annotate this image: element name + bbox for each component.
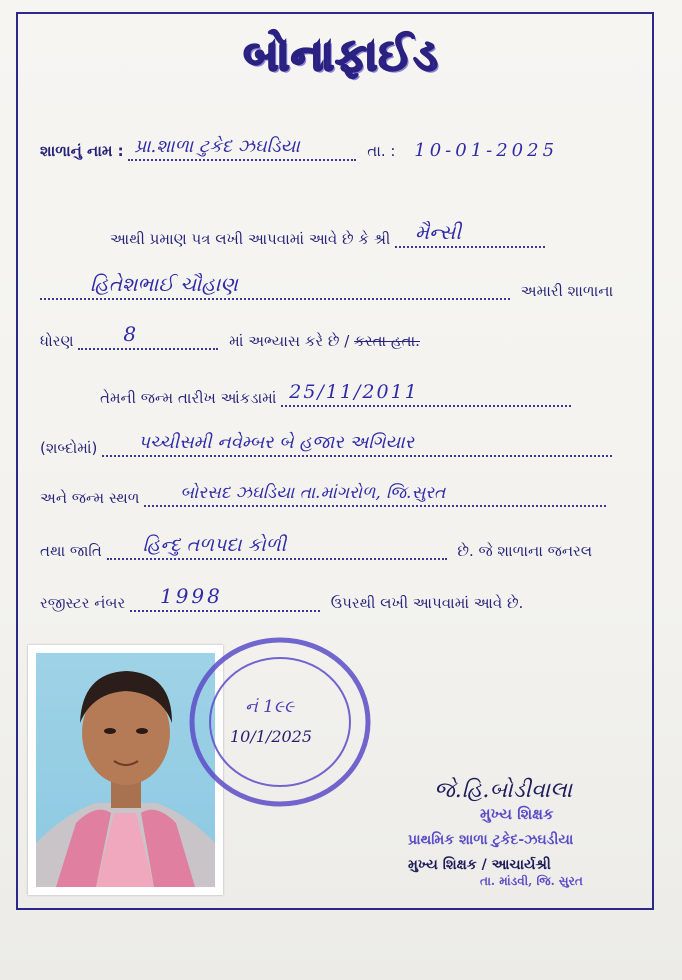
birthplace-line [144, 483, 606, 507]
school-name-line [128, 136, 356, 161]
standard-struck-text: કરતા હતા. [354, 332, 420, 350]
school-row [40, 136, 646, 161]
school-stamp [180, 630, 380, 820]
birthplace-label: અને જન્મ સ્થળ [40, 489, 140, 507]
dob-row [100, 381, 646, 407]
birthplace-row [40, 483, 646, 507]
caste-suffix: છે. જે શાળાના જનરલ [457, 542, 593, 560]
dob-words-value: પચ્ચીસમી નવેમ્બર બે હજાર અગિયાર [138, 432, 414, 453]
standard-line [78, 322, 218, 350]
birthplace-value: બોરસદ ઝઘડિયા તા.માંગરોળ, જિ.સુરત [180, 483, 446, 503]
designation-line: મુખ્ય શિક્ષક / આચાર્યશ્રી [408, 857, 551, 873]
register-suffix: ઉપરથી લખી આપવામાં આવે છે. [330, 594, 524, 612]
register-label: રજીસ્ટર નંબર [40, 594, 126, 612]
register-line [130, 584, 320, 612]
caste-row [40, 534, 646, 560]
standard-suffix: માં અભ્યાસ કરે છે / [229, 332, 350, 350]
standard-row [40, 322, 646, 350]
standard-value: 8 [123, 322, 137, 346]
dob-value: 25/11/2011 [289, 381, 419, 403]
certificate-title: બોનાફાઈડ [243, 30, 439, 81]
caste-line [107, 534, 447, 560]
student-first-line [395, 220, 545, 248]
intro-text: આથી પ્રમાણ પત્ર લખી આપવામાં આવે છે કે શ્રી [110, 230, 391, 248]
principal-signature: જે.હિ.બોડીવાલા [434, 778, 573, 803]
intro-row [110, 220, 646, 248]
school-suffix: અમારી શાળાના [520, 282, 614, 300]
caste-label: તથા જાતિ [40, 542, 102, 560]
taluka-line: તા. માંડવી, જિ. સુરત [480, 874, 583, 888]
register-row [40, 584, 646, 612]
school-name-value: પ્રા.શાળા ટુકેદ ઝઘડિયા [134, 136, 300, 157]
student-first-name: મૈન્સી [415, 220, 462, 244]
school-label: શાળાનું નામ : [40, 142, 124, 160]
stamp-date: 10/1/2025 [230, 727, 313, 746]
date-label: તા. : [367, 142, 396, 160]
caste-value: હિન્દુ તળપદા કોળી [142, 534, 287, 556]
date-value: 10-01-2025 [414, 140, 559, 161]
principal-title: મુખ્ય શિક્ષક [480, 805, 554, 823]
student-full-name: હિતેશભાઈ ચૌહાણ [90, 272, 238, 296]
register-value: 1998 [159, 584, 223, 608]
student-name-line [40, 272, 510, 300]
words-label: (શબ્દોમાં) [40, 439, 98, 457]
standard-label: ધોરણ [40, 332, 74, 350]
student-name-row [40, 272, 646, 300]
dob-words-row [40, 432, 646, 457]
stamp-number: નં 1૯૯ [245, 697, 295, 717]
dob-line [281, 381, 571, 407]
dob-words-line [102, 432, 612, 457]
dob-label: તેમની જન્મ તારીખ આંકડામાં [100, 389, 277, 407]
school-stamp-line: પ્રાથમિક શાળા ટુકેદ-ઝઘડીયા [408, 832, 574, 848]
